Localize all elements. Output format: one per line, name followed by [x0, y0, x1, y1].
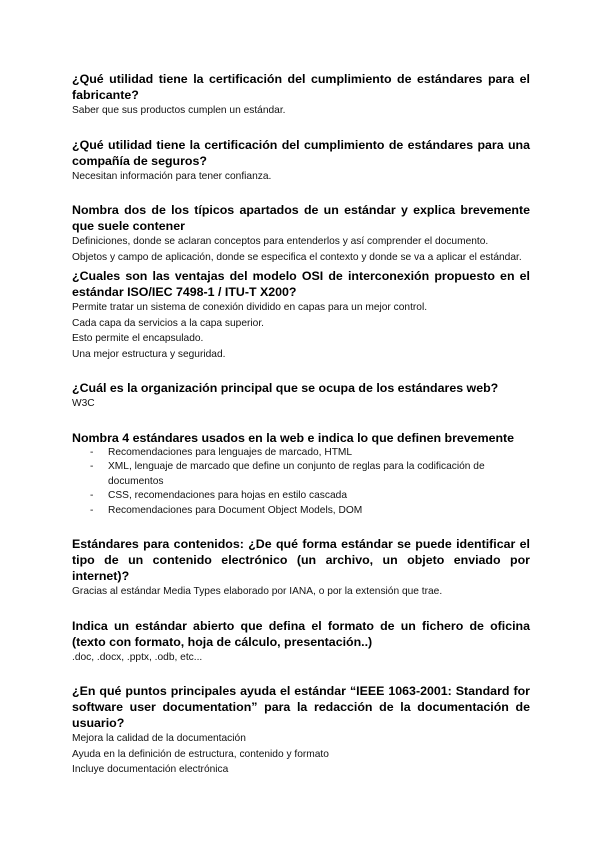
answer-line: Esto permite el encapsulado.	[72, 333, 204, 344]
answer-line: Ayuda en la definición de estructura, contenido y formato	[72, 748, 329, 760]
answer-line: Objetos y campo de aplicación, donde se especifica el contexto y donde se va a aplicar el estándar.	[72, 251, 522, 263]
question-heading: Indica un estándar abierto que defina el formato de un fichero de oficina (texto con formato, hoja de cálculo, presentación..)	[72, 618, 530, 649]
answer-line: Permite tratar un sistema de conexión dividido en capas para un mejor control.	[72, 302, 428, 313]
question-heading: Nombra 4 estándares usados en la web e indica lo que definen brevemente	[72, 430, 515, 445]
section-seguros	[72, 137, 530, 185]
list-item: - Recomendaciones para lenguajes de marcado, HTML	[90, 446, 530, 461]
answer-line: Gracias al estándar Media Types elaborado por IANA, o por la extensión que trae.	[72, 586, 443, 597]
section-fabricante	[72, 71, 530, 119]
question-heading: Estándares para contenidos: ¿De qué forma estándar se puede identificar el tipo de un contenido electrónico (un archivo, un objeto enviado por internet)?	[72, 537, 530, 583]
section-osi	[72, 268, 530, 362]
answer-line: W3C	[72, 398, 95, 409]
section-formato-oficina	[72, 618, 530, 666]
question-heading: ¿Cuales son las ventajas del modelo OSI de interconexión propuesto en el estándar ISO/IEC 7498-1 / ITU-T X200?	[72, 269, 530, 299]
section-contenidos	[72, 536, 530, 600]
answer-line: Cada capa da servicios a la capa superior.	[72, 317, 264, 329]
list-item: - XML, lenguaje de marcado que define un conjunto de reglas para la codificación de documentos	[90, 460, 530, 489]
answer-line: Una mejor estructura y seguridad.	[72, 348, 226, 360]
section-organizacion-web	[72, 380, 530, 412]
answer-line: .doc, .docx, .pptx, .odb, etc...	[72, 651, 203, 663]
list-item: - Recomendaciones para Document Object Models, DOM	[90, 504, 530, 519]
answer-line: Incluye documentación electrónica	[72, 764, 229, 775]
answer-line: Definiciones, donde se aclaran conceptos para entenderlos y así comprender el documento.	[72, 236, 489, 247]
list-item: - CSS, recomendaciones para hojas en estilo cascada	[90, 489, 530, 504]
question-heading: ¿Qué utilidad tiene la certificación del cumplimiento de estándares para el fabricante?	[72, 72, 530, 102]
section-ieee-1063	[72, 683, 530, 778]
question-heading: ¿Qué utilidad tiene la certificación del cumplimiento de estándares para una compañía de seguros?	[72, 137, 530, 168]
question-heading: ¿Cuál es la organización principal que se ocupa de los estándares web?	[72, 381, 499, 395]
section-apartados	[72, 202, 530, 265]
question-heading: ¿En qué puntos principales ayuda el estándar “IEEE 1063-2001: Standard for software user documentation” para la redacción de la documentación de usuario?	[72, 684, 530, 730]
answer-line: Mejora la calidad de la documentación	[72, 733, 246, 744]
question-heading: Nombra dos de los típicos apartados de un estándar y explica brevemente que suele contener	[72, 203, 530, 233]
answer-line: Necesitan información para tener confianza.	[72, 170, 272, 182]
section-estandares-web	[72, 430, 530, 519]
standards-list	[72, 446, 530, 519]
answer-line: Saber que sus productos cumplen un estándar.	[72, 105, 286, 116]
